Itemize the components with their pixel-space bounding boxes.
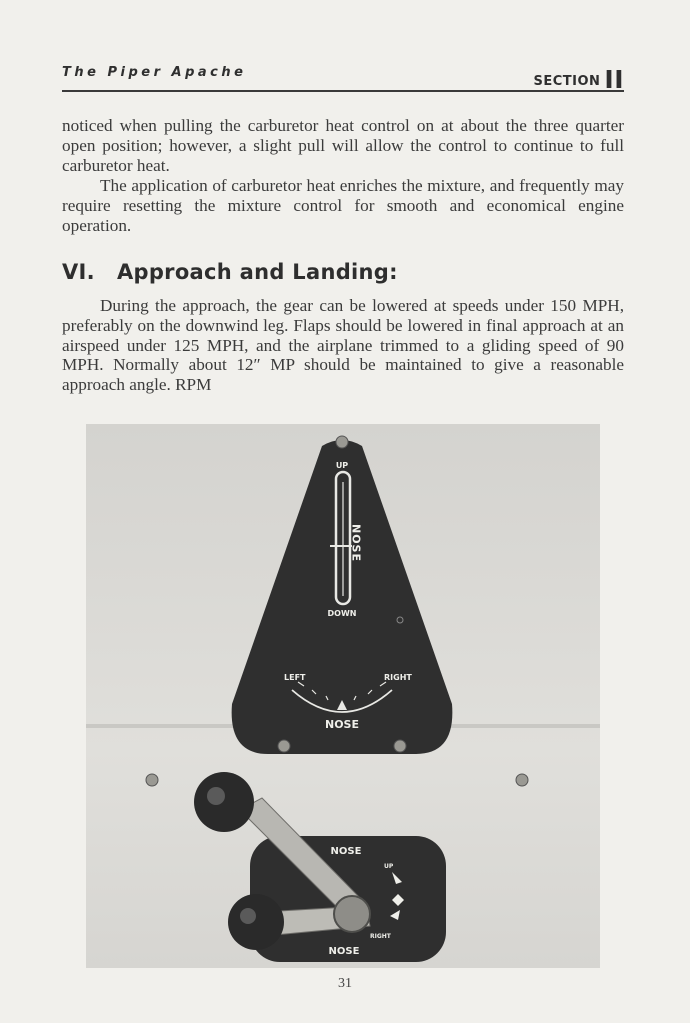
upper-nose-label: NOSE [325,718,359,731]
trim-control-illustration [86,424,600,968]
section-heading-title: Approach and Landing: [116,260,398,284]
lower-nose-bottom-label: NOSE [328,946,360,957]
upper-crank-knob-highlight [207,787,225,805]
lower-nose-top-label: NOSE [330,846,362,857]
upper-up-label: UP [335,461,349,470]
trim-control-photo [86,424,600,968]
upper-down-label: DOWN [327,609,357,618]
upper-crank-knob [194,772,254,832]
crank-hub [334,896,370,932]
lower-crank-knob [228,894,284,950]
lower-up-label: UP [384,863,394,870]
section-heading-number: VI. [62,260,95,284]
page-number: 31 [338,976,352,991]
paragraph-carburetor-heat: The application of carburetor heat enriches the mixture, and frequently may require resetting the mixture control for smooth and economical engine operation. [62,176,624,235]
screw-icon [278,740,290,752]
upper-right-label: RIGHT [384,673,412,682]
screw-icon [146,774,158,786]
section-number: II [604,65,624,94]
section-label-text: SECTION [533,74,601,89]
screw-icon [394,740,406,752]
paragraph-approach: During the approach, the gear can be lowered at speeds under 150 MPH, preferably on the downwind leg. Flaps should be lowered in final approach at an airspeed under 125 MPH, and the airplane trimmed to a gliding speed of 90 MPH. Normally about 12″ MP should be maintained to give a reasonable approach angle. RPM [62,296,624,395]
book-title: The Piper Apache [62,65,247,80]
upper-left-label: LEFT [284,673,306,682]
paragraph-carburetor-pull: noticed when pulling the carburetor heat control on at about the three quarter open position; however, a slight pull will allow the control to continue to full carburetor heat. [62,116,624,175]
screw-icon [516,774,528,786]
section-heading [62,260,398,284]
section-label [533,62,624,94]
page-header [62,60,624,92]
upper-nose-vertical-label: NOSE [349,524,363,562]
lower-crank-knob-highlight [240,908,256,924]
screw-icon [336,436,348,448]
lower-right-label: RIGHT [370,933,391,940]
